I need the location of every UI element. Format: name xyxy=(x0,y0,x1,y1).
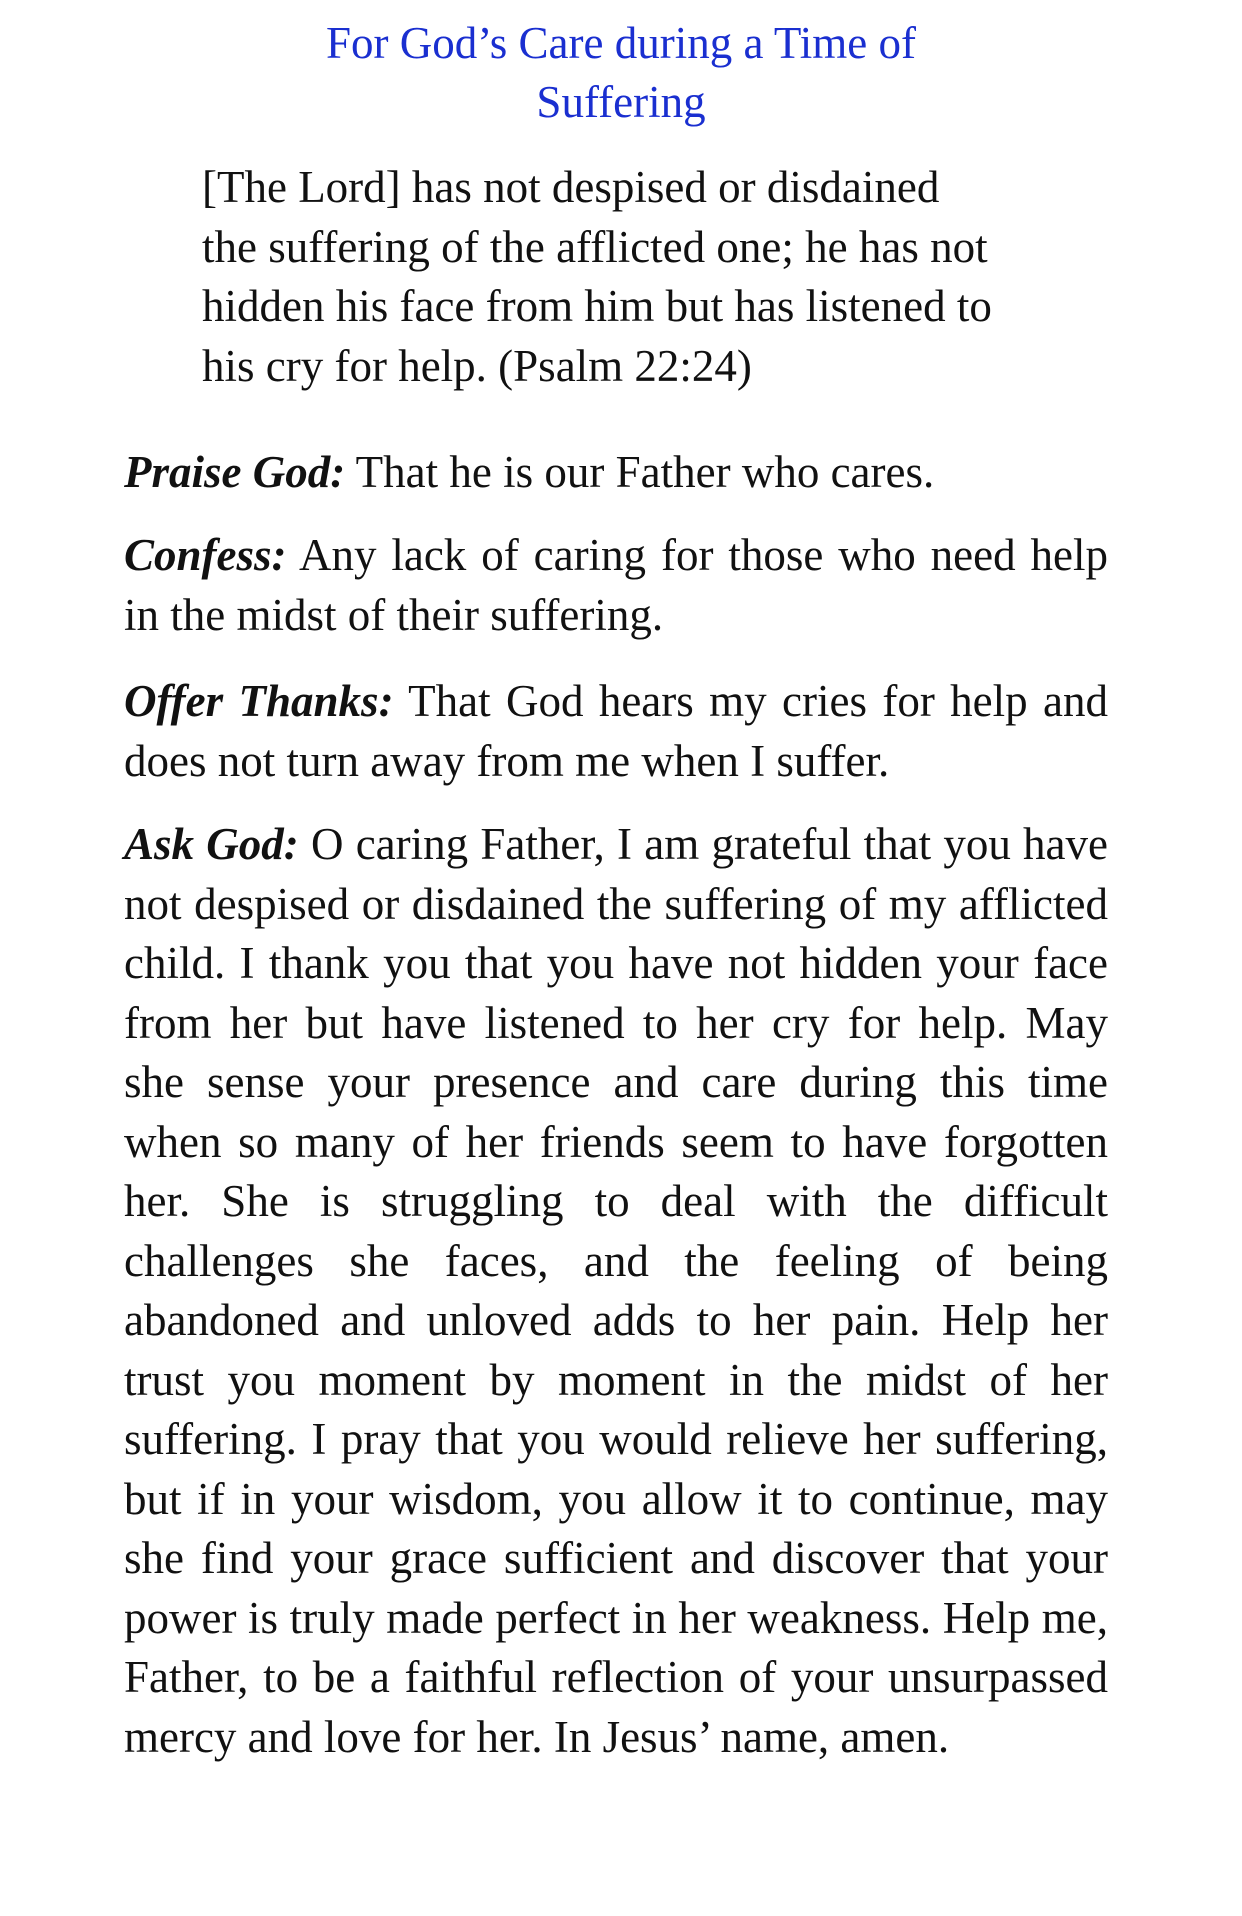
ask-text: O caring Father, I am grateful that you have not despised or disdained the suffering of my afflicted child. I thank you that you have not hidden your face from her but have listened to her cry for help. May she sense your presence and care during this time when so many of her friends seem to have forgotten her. She is struggling to deal with the difficult challenges she faces, and the feeling of being abandoned and unloved adds to her pain. Help her trust you moment by moment in the midst of her suffering. I pray that you would relieve her suffering, but if in your wisdom, you allow it to continue, may she find your grace sufficient and discover that your power is truly made perfect in her weakness. Help me, Father, to be a faithful reflection of your unsurpassed mercy and love for her. In Jesus’ name, amen. xyxy=(124,819,1108,1762)
confess-section xyxy=(124,526,1108,645)
page-title: For God’s Care during a Time of Suffering xyxy=(326,18,916,127)
scripture-quote: [The Lord] has not despised or disdained the suffering of the afflicted one; he has not hidden his face from him but has listened to his cry for help. (Psalm 22:24) xyxy=(202,162,992,391)
thanks-label: Offer Thanks: xyxy=(124,676,394,726)
praise-text: That he is our Father who cares. xyxy=(345,447,935,497)
confess-label: Confess: xyxy=(124,530,287,580)
confess-text: Any lack of caring for those who need help in the midst of their suffering. xyxy=(124,530,1108,640)
ask-label: Ask God: xyxy=(124,819,299,869)
praise-label: Praise God: xyxy=(124,447,346,497)
thanks-text: That God hears my cries for help and does not turn away from me when I suffer. xyxy=(124,676,1108,786)
thanks-section xyxy=(124,672,1108,791)
ask-section xyxy=(124,815,1108,1767)
praise-section xyxy=(124,443,1108,503)
